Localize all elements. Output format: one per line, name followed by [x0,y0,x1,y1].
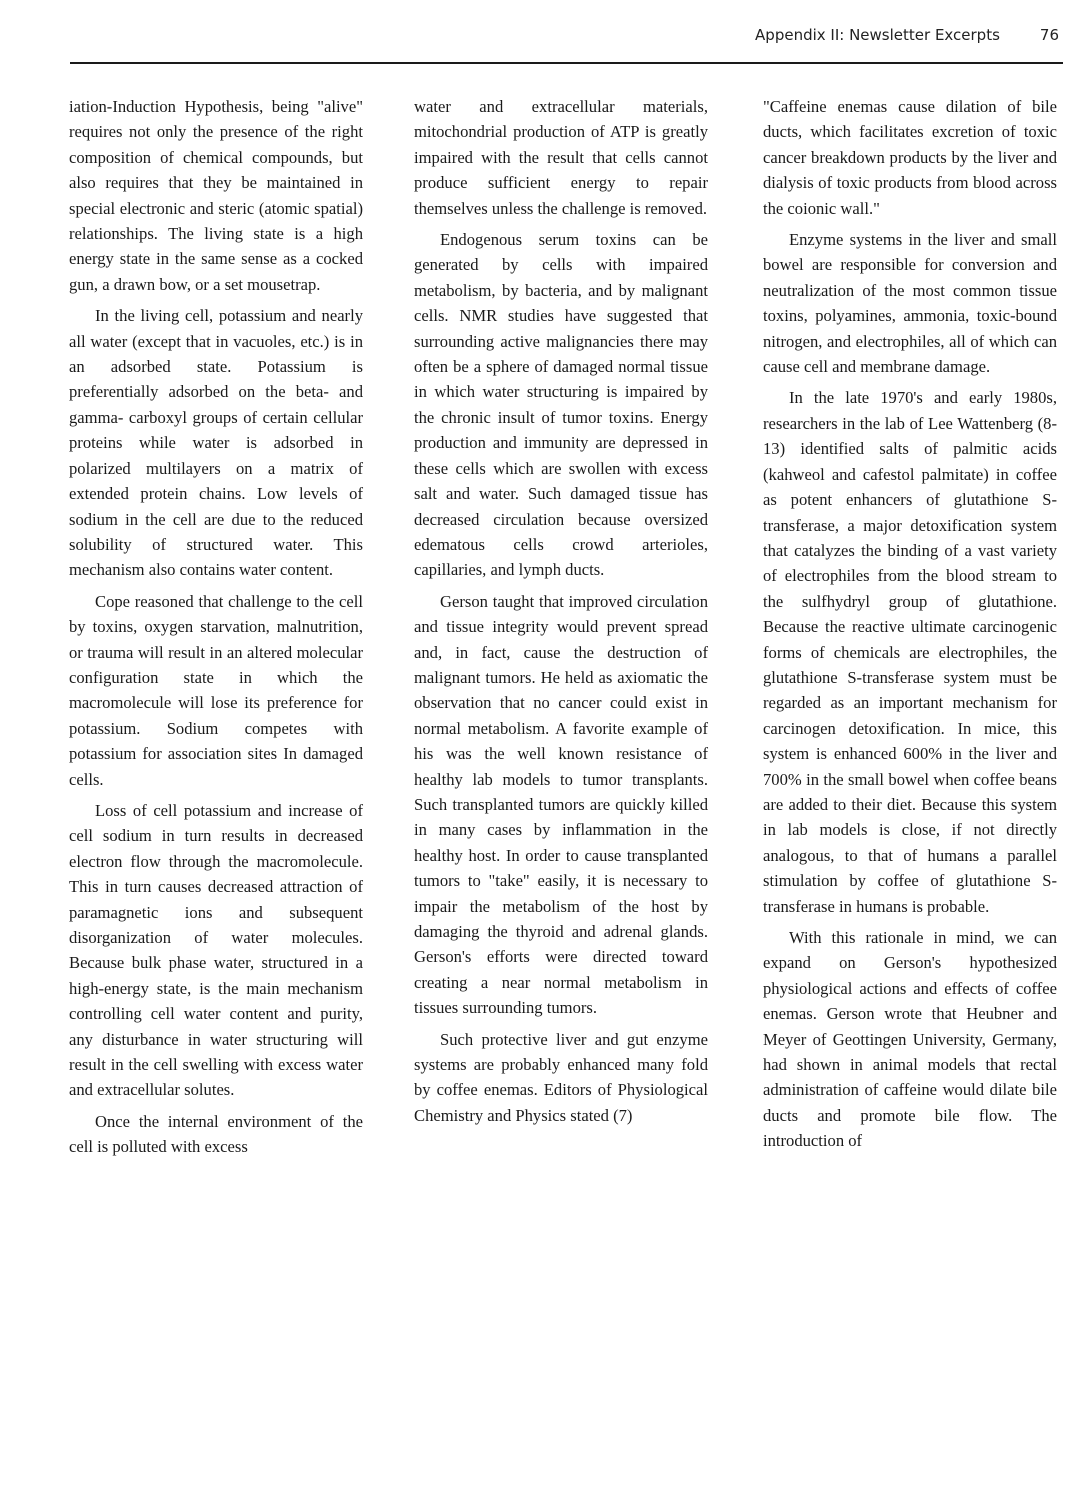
paragraph: Loss of cell potassium and increase of cell sodium in turn results in decreased electron flow through the macromolecule. This in turn causes decreased attraction of paramagnetic ions and subsequent disorganization of water molecules. Because bulk phase water, structured in a high-energy state, is the main mechanism controlling cell water content and purity, any disturbance in water structuring will result in the cell swelling with excess water and extracellular solutes. [69,800,363,1100]
paragraph: Once the internal environment of the cell is polluted with excess [69,1111,363,1157]
paragraph: iation-Induction Hypothesis, being "alive" requires not only the presence of the right composition of chemical compounds, but also requires that they be maintained in special electronic and steric (atomic spatial) relationships. The living state is a high energy state in the same sense as a cocked gun, a drawn bow, or a set mousetrap. [69,97,363,294]
header-rule [70,62,1063,64]
paragraph: Cope reasoned that challenge to the cell by toxins, oxygen starvation, malnutrition, or trauma will result in an altered molecular configuration state in which the macromolecule will lose its preference for potassium. Sodium competes with potassium for association sites In damaged cells. [69,591,363,789]
paragraph: In the living cell, potassium and nearly all water (except that in vacuoles, etc.) is in an adsorbed state. Potassium is preferentially adsorbed on the beta- and gamma- carboxyl groups of certain cellular proteins while water is adsorbed in polarized multilayers on a matrix of extended protein chains. Low levels of sodium in the cell are due to the reduced solubility of structured water. This mechanism also contains water content. [69,306,363,580]
paragraph: In the late 1970's and early 1980s, researchers in the lab of Lee Wattenberg (8-13) identified salts of palmitic acids (kahweol and cafestol palmitate) in coffee as potent enhancers of glutathione S-transferase, a major detoxification system that catalyzes the binding of a vast variety of electrophiles from the blood stream to the sulfhydryl group of glutathione. Because the reactive ultimate carcinogenic forms of chemicals are electrophiles, the glutathione S-transferase system must be regarded as an important mechanism for carcinogen detoxification. In mice, this system is enhanced 600% in the liver and 700% in the small bowel when coffee beans are added to their diet. Because this system in lab models is close, if not directly analogous, to that of humans a parallel stimulation by coffee of glutathione S-transferase in humans is probable. [763,388,1057,916]
text-column-3 [763,94,1057,1160]
text-column-2 [414,94,708,1134]
paragraph: water and extracellular materials, mitochondrial production of ATP is greatly impaired with the result that cells cannot produce sufficient energy to repair themselves unless the challenge is removed. [414,97,708,218]
paragraph: Enzyme systems in the liver and small bowel are responsible for conversion and neutralization of the most common tissue toxins, polyamines, ammonia, toxic-bound nitrogen, and electrophiles, all of which can cause cell and membrane damage. [763,230,1057,377]
paragraph: Such protective liver and gut enzyme systems are probably enhanced many fold by coffee enemas. Editors of Physiological Chemistry and Physics stated (7) [414,1029,708,1125]
running-title: Appendix II: Newsletter Excerpts [755,26,1000,44]
paragraph: With this rationale in mind, we can expand on Gerson's hypothesized physiological actions and effects of coffee enemas. Gerson wrote that Heubner and Meyer of Geottingen University, Germany, had shown in animal models that rectal administration of caffeine would dilate bile ducts and promote bile flow. The introduction of [763,928,1057,1151]
paragraph: Gerson taught that improved circulation and tissue integrity would prevent spread and, in fact, cause the destruction of malignant tumors. He held as axiomatic the observation that no cancer could exist in normal metabolism. A favorite example of his was the well known resistance of healthy lab models to tumor transplants. Such transplanted tumors are quickly killed in many cases by inflammation in the healthy host. In order to cause transplanted tumors to "take" easily, it is necessary to impair the metabolism of the host by damaging the thyroid and adrenal glands. Gerson's efforts were directed toward creating a near normal metabolism in tissues surrounding tumors. [414,591,708,1018]
page-number: 76 [1039,26,1059,44]
paragraph: Endogenous serum toxins can be generated by cells with impaired metabolism, by bacteria, and by malignant cells. NMR studies have suggested that surrounding active malignancies there may often be a sphere of damaged normal tissue in which water structuring is impaired by the chronic insult of tumor toxins. Energy production and immunity are depressed in these cells which are swollen with excess salt and water. Such damaged tissue has decreased circulation because oversized edematous cells crowd arterioles, capillaries, and lymph ducts. [414,230,708,580]
paragraph: "Caffeine enemas cause dilation of bile ducts, which facilitates excretion of toxic cancer breakdown products by the liver and dialysis of toxic products from blood across the coionic wall." [763,97,1057,218]
running-header [755,26,1059,44]
text-column-1 [69,94,363,1166]
